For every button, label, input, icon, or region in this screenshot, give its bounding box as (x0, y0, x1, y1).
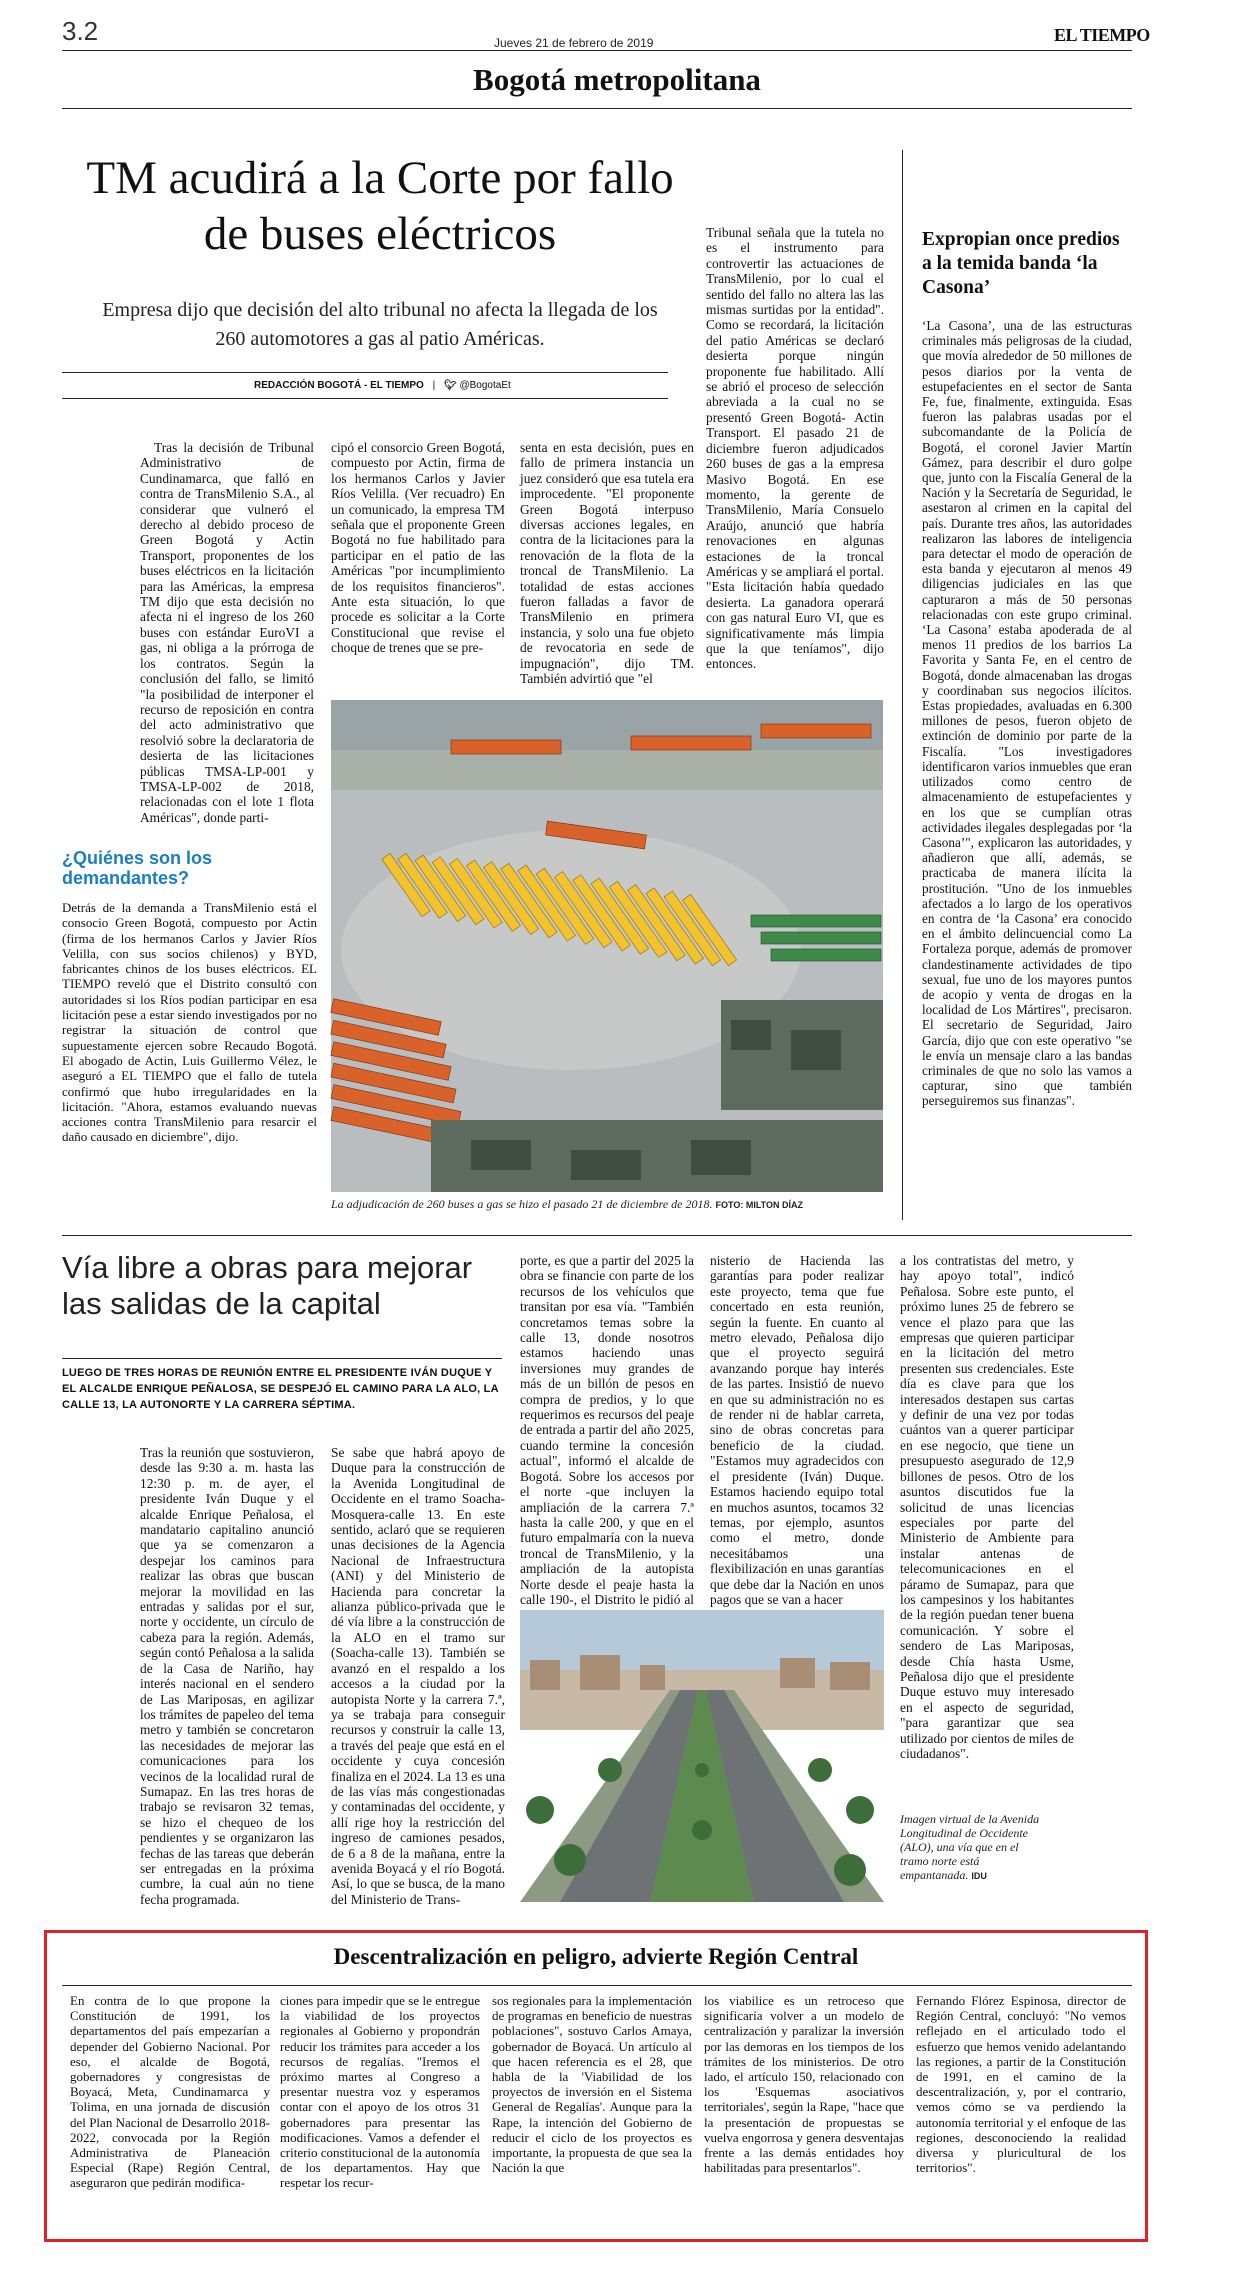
header-rule (62, 50, 1132, 51)
article2-col2: Se sabe que habrá apoyo de Duque para la construcción de la Avenida Longitudinal de Occidente en el tramo Soacha-Mosquera-calle 13. En este sentido, aclaró que se requieren unas decisiones de la Agencia Nacional de Infraestructura (ANI) y del Ministerio de Hacienda para concretar la alianza público-privada que le dé vía libre a la construcción de la ALO en el tramo sur (Soacha-calle 13). También se avanzó en el respaldo a los accesos a la ciudad por la autopista Norte y la carrera 7.ª, ya se trabaja para conseguir recursos y construir la calle 13, a través del peaje que está en el occidente y cuya concesión finaliza en el 2024. La 13 es una de las vías más congestionadas y contaminadas del occidente, y allí rige hoy la restricción del ingreso de camiones pesados, de 6 a 8 de la mañana, entre la avenida Boyacá y el río Bogotá. Así, lo que se busca, de la mano del Ministerio de Trans- (331, 1445, 506, 1907)
brand-logo: EL TIEMPO (1054, 25, 1150, 45)
bus-photo-credit: FOTO: MILTON DÍAZ (715, 1200, 804, 1210)
article1-subtitle: Empresa dijo que decisión del alto tribunal no afecta la llegada de los 260 automotores a gas al patio Américas. (102, 299, 658, 350)
alo-photo-caption (900, 1812, 1050, 1883)
article2-col1: Tras la reunión que sostuvieron, desde las 9:30 a. m. hasta las 12:30 p. m. de ayer, el presidente Iván Duque y el alcalde Enrique Peñalosa, el mandatario capitalino anunció que ya se comenzaron a despejar los caminos para realizar las obras que buscan mejorar la movilidad en las entradas y salidas por el sur, norte y occidente, un círculo de cabeza para la región. Además, según contó Peñalosa a la salida de la Casa de Nariño, hay interés nacional en el sendero de Las Mariposas, en agilizar los trámites de papeleo del tema metro y también se concretaron las necesidades de mejorar las comunicaciones para los vecinos de la localidad rural de Sumapaz. En las tres horas de trabajo se revisaron 32 temas, se hizo el chequeo de los pendientes y se organizaron las fechas de las tareas que deberán ser entregadas en la próxima cumbre, la cual aún no tiene fecha programada. (140, 1445, 314, 1907)
demandantes-title: ¿Quiénes son los demandantes? (62, 848, 213, 888)
bus-depot-illustration (331, 700, 883, 1192)
byline-twitter[interactable]: @BogotaEt (459, 380, 511, 391)
byline-author: REDACCIÓN BOGOTÁ - EL TIEMPO (254, 380, 424, 391)
twitter-icon: 🐦︎ (444, 380, 457, 391)
casona-divider (902, 150, 903, 1220)
article3-headline: Descentralización en peligro, advierte Región Central (333, 1944, 859, 1969)
byline-rule-bottom (62, 398, 668, 399)
casona-title: Expropian once predios a la temida banda ‘la Casona’ (922, 229, 1120, 298)
section-rule (62, 108, 1132, 109)
article3-col1: En contra de lo que propone la Constitución de 1991, los departamentos del país empezarían a depender del Gobierno Nacional. Por eso, el alcalde de Bogotá, gobernadores y congresistas de Boyacá, Meta, Cundinamarca y Tolima, en una jornada de discusión del Plan Nacional de Desarrollo 2018-2022, convocada por la Región Administrativa de Planeación Especial (Rape) Región Central, aseguraron que pedirán modifica- (70, 1993, 270, 2191)
casona-text: ‘La Casona’, una de las estructuras criminales más peligrosas de la ciudad, que movía alrededor de 50 millones de pesos diarios por la venta de estupefacientes en el sector de Santa Fe, fue, finalmente, extinguida. Esas fueron las palabras usadas por el subcomandante de la Policía de Bogotá, el coronel Javier Martín Gámez, para describir el duro golpe que, junto con la Fiscalía General de la Nación y la Secretaría de Seguridad, le asestaron al crimen en la capital del país. Durante tres años, las autoridades realizaron las labores de inteligencia para detectar el modo de operación de esta banda y ejecutaron al menos 49 diligencias judiciales en las que capturaron a más de 50 personas relacionadas con este grupo criminal. ‘La Casona’ estaba apoderada de al menos 11 predios de los barrios La Favorita y Santa Fe, en el centro de Bogotá, donde almacenaban las drogas y coordinaban sus negocios ilícitos. Estas propiedades, avaluadas en 6.300 millones de pesos, fueron objeto de extinción de dominio por parte de la Fiscalía. "Los investigadores identificaron varios inmuebles que eran utilizados como centro de almacenamiento de estupefacientes y en los que se cumplían otras actividades ilegales desplegadas por ‘la Casona’", explicaron las autoridades, y añadieron que allí, además, se practicaba de manera ilícita la prostitución. "Uno de los inmuebles afectados a lo largo de los operativos en contra de ‘la Casona’ era conocido en el ámbito delincuencial como La Fortaleza porque, además de promover clandestinamente actividades de tipo sexual, fue uno de los mayores puntos de acopio y venta de drogas en la localidad de Los Mártires", precisaron. El secretario de Seguridad, Jairo García, dijo que con este operativo "se le envía un mensaje claro a las bandas criminales de que no solo las vamos a capturar, sino que también perseguiremos sus finanzas". (922, 318, 1132, 1109)
article2-lead: LUEGO DE TRES HORAS DE REUNIÓN ENTRE EL PRESIDENTE IVÁN DUQUE Y EL ALCALDE ENRIQUE PEÑALOSA, SE DESPEJÓ EL CAMINO PARA LA ALO, LA CALLE 13, LA AUTONORTE Y LA CARRERA SÉPTIMA. (62, 1367, 499, 1411)
article3-col5: Fernando Flórez Espinosa, director de Región Central, concluyó: "No vemos reflejado en el articulado todo el esfuerzo que hemos venido adelantando las regiones, a partir de la Constitución de 1991, en el camino de la descentralización, y, por el contrario, vemos cómo se va perdiendo la autonomía territorial y el enfoque de las regiones, desconociendo la realidad diversa y pluricultural de los territorios". (916, 1993, 1126, 2176)
demandantes-text: Detrás de la demanda a TransMilenio está el consocio Green Bogotá, compuesto por Actin (firma de los hermanos Carlos y Javier Ríos Velilla, con sus socios chilenos) y BYD, fabricantes chinos de los buses eléctricos. EL TIEMPO reveló que el Distrito consultó con autoridades si los Ríos podían participar en esa licitación pese a estar siendo investigados por no registrar la situación de control que supuestamente ejercen sobre Recaudo Bogotá. El abogado de Actin, Luis Guillermo Vélez, le aseguró a EL TIEMPO que el fallo de tutela confirmó que hubo irregularidades en la licitación. "Ahora, estamos evaluando nuevas acciones contra TransMilenio para resarcir el daño causado en diciembre", dijo. (62, 900, 317, 1145)
article1-col1: Tras la decisión de Tribunal Administrativo de Cundinamarca, que falló en contra de TransMilenio S.A., al considerar que vulneró el derecho al debido proceso de Green Bogotá y Actin Transport, proponentes de los buses eléctricos en la licitación para las Américas, la empresa TM dijo que esta decisión no afecta ni el ingreso de los 260 buses con estándar EuroVI a gas, ni obliga a la prórroga de los contratos. Según la conclusión del fallo, se limitó "la posibilidad de interponer el recurso de reposición en contra del acto administrativo que resolvió sobre la declaratoria de desierta de las licitaciones públicas TMSA-LP-001 y TMSA-LP-002 de 2018, relacionadas con el lote 1 flota Américas", donde parti- (140, 440, 314, 825)
alo-avenue-photo (520, 1610, 884, 1902)
article2-col5: a los contratistas del metro, y hay apoyo total", indicó Peñalosa. Sobre este punto, el próximo lunes 25 de febrero se vence el plazo para que las empresas que quieren participar en la licitación del metro presenten sus credenciales. Este día es clave para que los interesados destapen sus cartas y definir de una vez por todas cuántos van a querer participar en ese negocio, que tiene un presupuesto asegurado de 12,9 billones de pesos. Otro de los asuntos discutidos fue la solicitud de unas licencias especiales por parte del Ministerio de Ambiente para instalar antenas de telecomunicaciones en el páramo de Sumapaz, para que los campesinos y los habitantes de la región puedan tener buena comunicación. Y sobre el sendero de Las Mariposas, desde Chía hasta Usme, Peñalosa dijo que el presidente Duque estuvo muy interesado en el aspecto de seguridad, "para garantizar que sea utilizado por cientos de miles de ciudadanos". (900, 1253, 1074, 1761)
bus-photo-caption (331, 1197, 891, 1212)
bus-depot-photo (331, 700, 883, 1192)
byline-separator: | (432, 380, 436, 391)
article3-col3: sos regionales para la implementación de programas en beneficio de nuestras poblaciones", sostuvo Carlos Amaya, gobernador de Boyacá. Un artículo al que hacen referencia es el 28, que habla de la 'Viabilidad de los proyectos de inversión en el Sistema General de Regalías'. Aunque para la Rape, la intención del Gobierno de reducir el ciclo de los proyectos es importante, la propuesta de que sea la Nación la que (492, 1993, 692, 2176)
issue-date: Jueves 21 de febrero de 2019 (494, 36, 654, 50)
article1-col3: senta en esta decisión, pues en fallo de primera instancia un juez consideró que esa tutela era improcedente. "El proponente Green Bogotá interpuso diversas acciones legales, en contra de la licitaciones para la renovación de la flota de la troncal de TransMilenio. La totalidad de estas acciones fueron falladas a favor de TransMilenio en primera instancia, y solo una fue objeto de revocatoria en sede de impugnación", dijo TM. También advirtió que "el (520, 440, 694, 687)
article3-col2: ciones para impedir que se le entregue la viabilidad de los proyectos regionales al Gobierno y propondrán reducir los trámites para acceder a los recursos de regalías. "Iremos el próximo martes al Congreso a presentar nuestra voz y esperamos contar con el apoyo de los otros 31 gobernadores para presentar las modificaciones. Vamos a defender el criterio constitucional de la autonomía de los departamentos. Hay que respetar los recur- (280, 1993, 480, 2191)
article1-col4: Tribunal señala que la tutela no es el instrumento para controvertir las actuaciones de TransMilenio, por lo cual el sentido del fallo no altera las las mismas surtidas por la entidad". Como se recordará, la licitación del patio Américas se declaró desierta porque ningún proponente fue habilitado. Allí se abrió el proceso de selección abreviada a la cual no se presentó Green Bogotá- Actin Transport. El pasado 21 de diciembre fueron adjudicados 260 buses de gas a la empresa Masivo Bogotá. En ese momento, la gerente de TransMilenio, María Consuelo Araújo, anunció que habría renovaciones en algunas estaciones de la troncal Américas y se ampliará el portal. "Esta licitación había quedado desierta. La ganadora operará con gas natural Euro VI, que es significativamente más limpia que la que teníamos", dijo entonces. (706, 225, 884, 672)
article1-headline: TM acudirá a la Corte por fallo de buses eléctricos (86, 152, 674, 260)
bus-photo-caption-text: La adjudicación de 260 buses a gas se hizo el pasado 21 de diciembre de 2018. (331, 1197, 713, 1211)
page-number: 3.2 (62, 16, 99, 46)
article1-col2: cipó el consorcio Green Bogotá, compuesto por Actin, firma de los hermanos Carlos y Javier Ríos Velilla. (Ver recuadro) En un comunicado, la empresa TM señala que el proponente Green Bogotá no fue habilitado para participar en el patio de las Américas "por incumplimiento de los requisitos financieros". Ante esta situación, lo que procede es solicitar a la Corte Constitucional que revise el choque de trenes que se pre- (331, 440, 505, 656)
alo-photo-credit: IDU (971, 1871, 987, 1881)
section-title: Bogotá metropolitana (473, 62, 761, 97)
byline (254, 380, 511, 391)
byline-rule (62, 372, 668, 373)
section-divider-1 (62, 1235, 1132, 1236)
lead-rule (62, 1358, 502, 1359)
article2-headline: Vía libre a obras para mejorar las salidas de la capital (62, 1250, 473, 1321)
alo-avenue-illustration (520, 1610, 884, 1902)
article3-rule (62, 1985, 1132, 1986)
article2-col3: porte, es que a partir del 2025 la obra se financie con parte de los recursos de los vehículos que transitan por esa vía. "También concretamos temas sobre la calle 13, donde nosotros estamos haciendo unas inversiones muy grandes de más de un billón de pesos en compra de predios, y lo que requerimos es recursos del peaje de entrada a partir del año 2025, cuando termine la concesión actual", informó el alcalde de Bogotá. Sobre los accesos por el norte -que incluyen la ampliación de la carrera 7.ª hasta la calle 200, y que en el futuro empalmaría con la nueva troncal de TransMilenio, y la ampliación de la autopista Norte desde el peaje hasta la calle 190-, el Distrito le pidió al (520, 1253, 695, 1607)
alo-photo-caption-text: Imagen virtual de la Avenida Longitudinal de Occidente (ALO), una vía que en el tramo norte está empantanada. (900, 1812, 1040, 1882)
article3-col4: los viabilice es un retroceso que significaría volver a un modelo de centralización y paralizar la inversión por las demoras en los tiempos de los trámites de los ministerios. De otro lado, el artículo 150, relacionado con los 'Esquemas asociativos territoriales', según la Rape, "hace que la presentación de propuestas se vuelva engorrosa y genera desventajas frente a las demás entidades hoy habilitadas para presentarlos". (704, 1993, 904, 2176)
article2-col4: nisterio de Hacienda las garantías para poder realizar este proyecto, tema que fue concertado en esta reunión, según la fuente. En cuanto al metro elevado, Peñalosa dijo que el proyecto seguirá avanzando porque hay interés de las partes. Insistió de nuevo en que su administración no es de render ni de hablar carreta, sino de obras concretas para beneficio de la ciudad. "Estamos muy agradecidos con el presidente (Iván) Duque. Estamos haciendo equipo total en muchos asuntos, tocamos 32 temas, por ejemplo, asuntos como el metro, donde necesitábamos una flexibilización en unas garantías que debe dar la Nación en unos pagos que se van a hacer (710, 1253, 884, 1607)
